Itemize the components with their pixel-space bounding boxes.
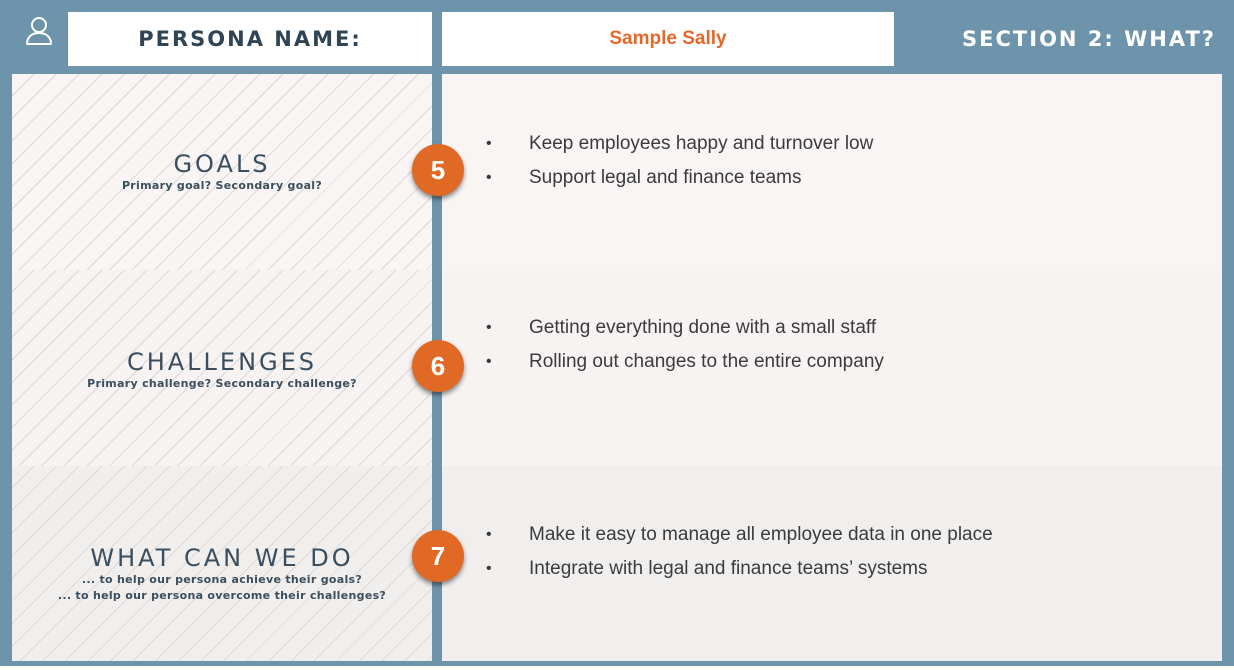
what-can-we-do-prompt-cell [12,466,432,661]
section-title [962,12,1216,66]
step-7-badge: 7 [412,530,464,582]
prompt-column [12,74,432,661]
list-item: • Keep employees happy and turnover low [442,127,873,161]
list-item: • Integrate with legal and finance teams’ systems [442,552,993,586]
user-icon [22,14,56,48]
list-item: • Support legal and finance teams [442,161,873,195]
what-can-we-do-subtitle-1: ... to help our persona achieve their goals? [81,573,363,586]
challenges-subtitle: Primary challenge? Secondary challenge? [87,377,357,390]
header-bar [0,0,1234,72]
goals-list [442,127,873,195]
what-can-we-do-subtitle-2: ... to help our persona overcome their challenges? [57,589,387,602]
what-can-we-do-title: WHAT CAN WE DO [90,544,354,572]
challenges-prompt [12,348,432,392]
goals-title: GOALS [173,150,271,178]
answer-column [442,74,1222,661]
goals-subtitle: Primary goal? Secondary goal? [121,179,323,192]
persona-name-value: Sample Sally [609,28,727,49]
what-can-we-do-list [442,518,993,586]
what-can-we-do-prompt [12,544,432,604]
challenges-title: CHALLENGES [126,348,318,376]
list-item: • Rolling out changes to the entire company [442,345,884,379]
challenges-prompt-cell [12,270,432,466]
list-item: • Getting everything done with a small staff [442,311,884,345]
persona-name-field[interactable] [442,12,894,66]
goals-prompt [12,150,432,194]
step-6-badge: 6 [412,340,464,392]
section-title-text: SECTION 2: WHAT? [962,27,1216,51]
persona-label: PERSONA NAME: [138,27,362,51]
what-can-we-do-answer-cell[interactable] [442,466,1222,661]
list-item: • Make it easy to manage all employee data in one place [442,518,993,552]
goals-prompt-cell [12,74,432,270]
goals-answer-cell[interactable] [442,74,1222,270]
persona-label-box [68,12,432,66]
step-5-badge: 5 [412,144,464,196]
challenges-list [442,311,884,379]
challenges-answer-cell[interactable] [442,270,1222,466]
